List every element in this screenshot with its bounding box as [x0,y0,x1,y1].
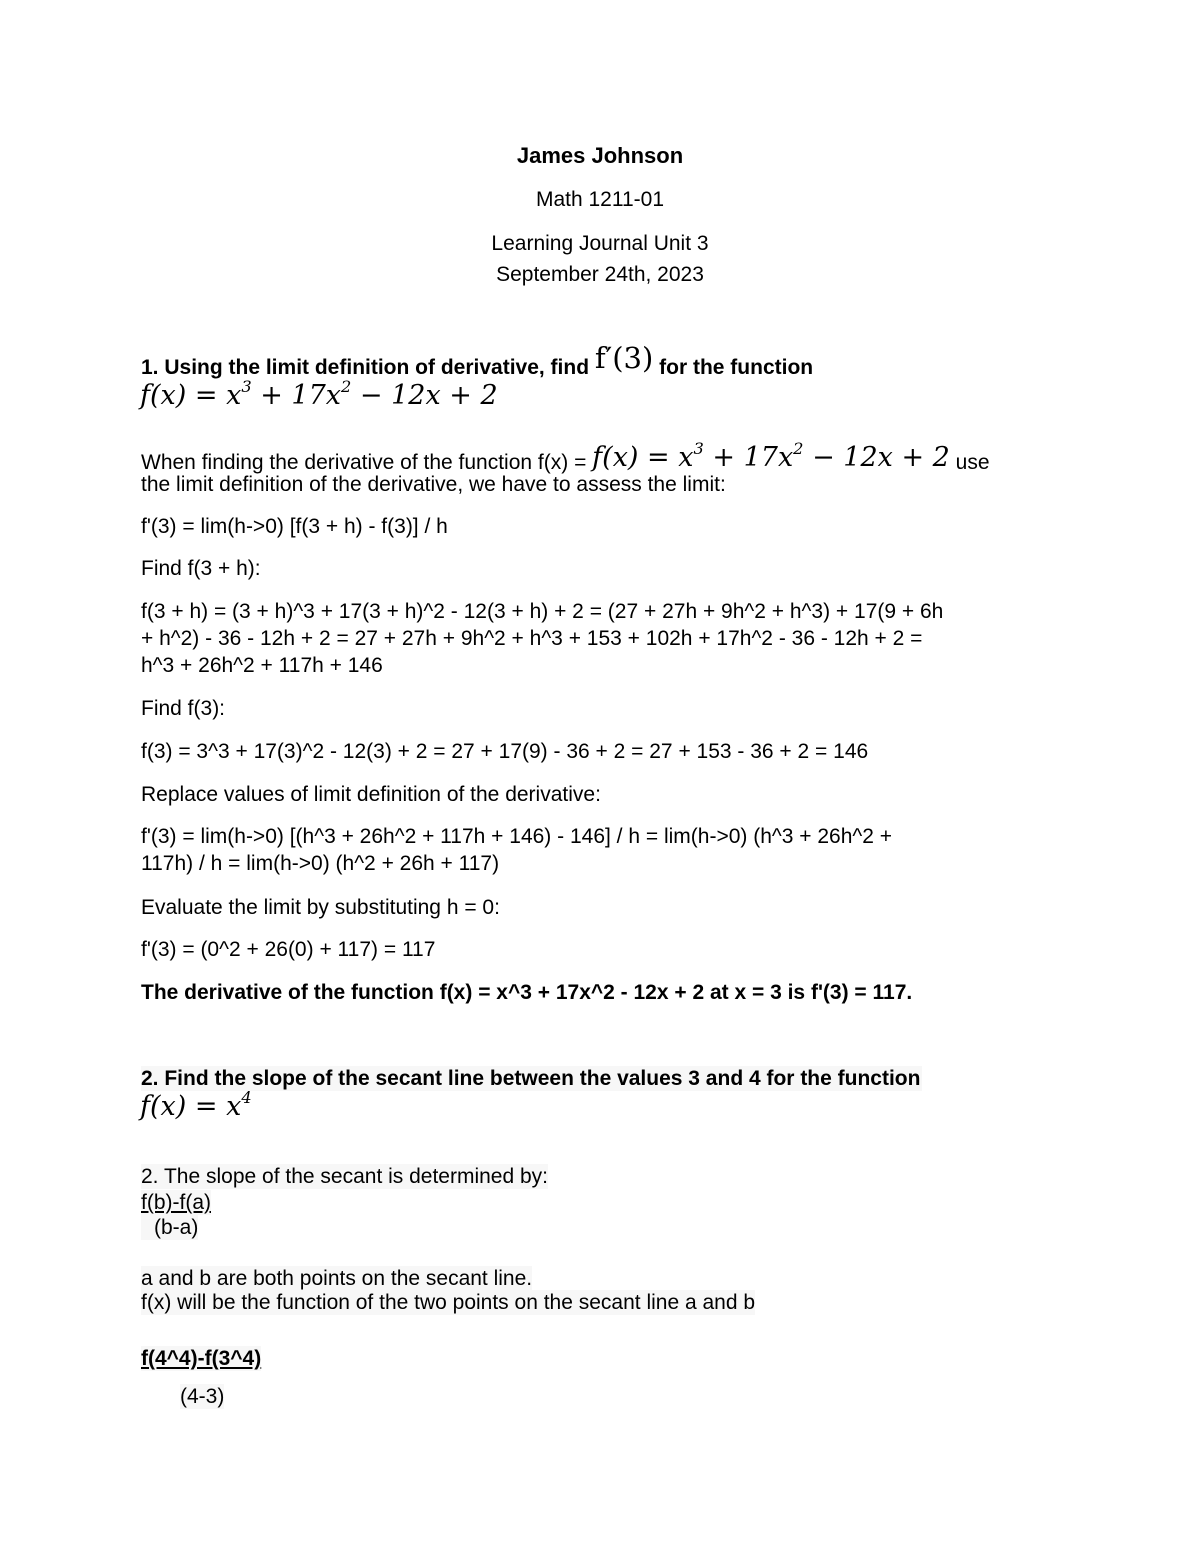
q1-find-f3h-label: Find f(3 + h): [141,557,261,580]
q1-f3h-line1: f(3 + h) = (3 + h)^3 + 17(3 + h)^2 - 12(3 + h) + 2 = (27 + 27h + 9h^2 + h^3) + 17(9 + 6h [141,600,944,623]
q2-slope-intro: 2. The slope of the secant is determined by: [141,1165,549,1188]
q1-intro-func-exp2: 2 [793,438,804,458]
q1-evaluate-calculation: f'(3) = (0^2 + 26(0) + 117) = 117 [141,938,436,961]
q2-heading: 2. Find the slope of the secant line between the values 3 and 4 for the function [141,1067,921,1090]
q1-intro-func-lhs: f(x) = x [592,442,694,473]
author-name: James Johnson [516,143,684,168]
q1-intro-formula [592,438,950,473]
course-code: Math 1211-01 [535,188,665,211]
document-date: September 24th, 2023 [496,263,704,286]
q1-intro-func-term2: + 17x [703,442,794,473]
q2-calc-numerator: f(4^4)-f(3^4) [141,1347,262,1370]
q1-intro-line2: the limit definition of the derivative, we have to assess the limit: [141,473,726,496]
q2-func-exp: 4 [241,1087,252,1107]
q1-func-term2: + 17x [251,380,341,411]
q1-replace-label: Replace values of limit definition of the derivative: [141,783,601,806]
q1-conclusion: The derivative of the function f(x) = x^3 + 17x^2 - 12x + 2 at x = 3 is f'(3) = 117. [141,981,913,1004]
q1-intro-func-rest: − 12x + 2 [803,442,950,473]
q2-formula-denominator: (b-a) [141,1215,198,1240]
q2-func-lhs: f(x) = x [140,1091,242,1122]
q2-points-note: a and b are both points on the secant line. [141,1267,533,1290]
assignment-title: Learning Journal Unit 3 [491,232,709,255]
q1-heading-math: f′(3) [594,341,654,375]
q1-limit-definition: f'(3) = lim(h->0) [f(3 + h) - f(3)] / h [141,515,448,538]
q2-formula-numerator: f(b)-f(a) [141,1191,211,1214]
q1-intro-text: When finding the derivative of the function f(x) = [141,451,587,474]
q2-function-formula [140,1087,252,1123]
q1-replace-line2: 117h) / h = lim(h->0) (h^2 + 26h + 117) [141,852,500,875]
q1-heading-text-end: for the function [659,356,814,379]
q2-function-note: f(x) will be the function of the two points on the secant line a and b [141,1291,756,1314]
q1-intro-func-exp1: 3 [693,438,704,458]
q1-func-lhs: f(x) = x [140,380,242,411]
q1-func-exp2: 2 [341,376,352,396]
q1-func-rest: − 12x + 2 [351,380,498,411]
q1-replace-line1: f'(3) = lim(h->0) [(h^3 + 26h^2 + 117h + 146) - 146] / h = lim(h->0) (h^3 + 26h^2 + [141,825,893,848]
q1-evaluate-label: Evaluate the limit by substituting h = 0: [141,896,500,919]
q2-calc-denominator: (4-3) [180,1385,225,1408]
q1-find-f3-label: Find f(3): [141,697,226,720]
q1-intro-text-end: use [955,451,990,474]
q1-f3h-line2: + h^2) - 36 - 12h + 2 = 27 + 27h + 9h^2 + h^3 + 153 + 102h + 17h^2 - 36 - 12h + 2 = [141,627,923,650]
q1-heading-text: 1. Using the limit definition of derivative, find [141,356,590,379]
q1-f3h-line3: h^3 + 26h^2 + 117h + 146 [141,654,383,677]
q1-function-formula [140,376,498,412]
q1-func-exp1: 3 [241,376,252,396]
q1-f3-calculation: f(3) = 3^3 + 17(3)^2 - 12(3) + 2 = 27 + 17(9) - 36 + 2 = 27 + 153 - 36 + 2 = 146 [141,740,869,763]
